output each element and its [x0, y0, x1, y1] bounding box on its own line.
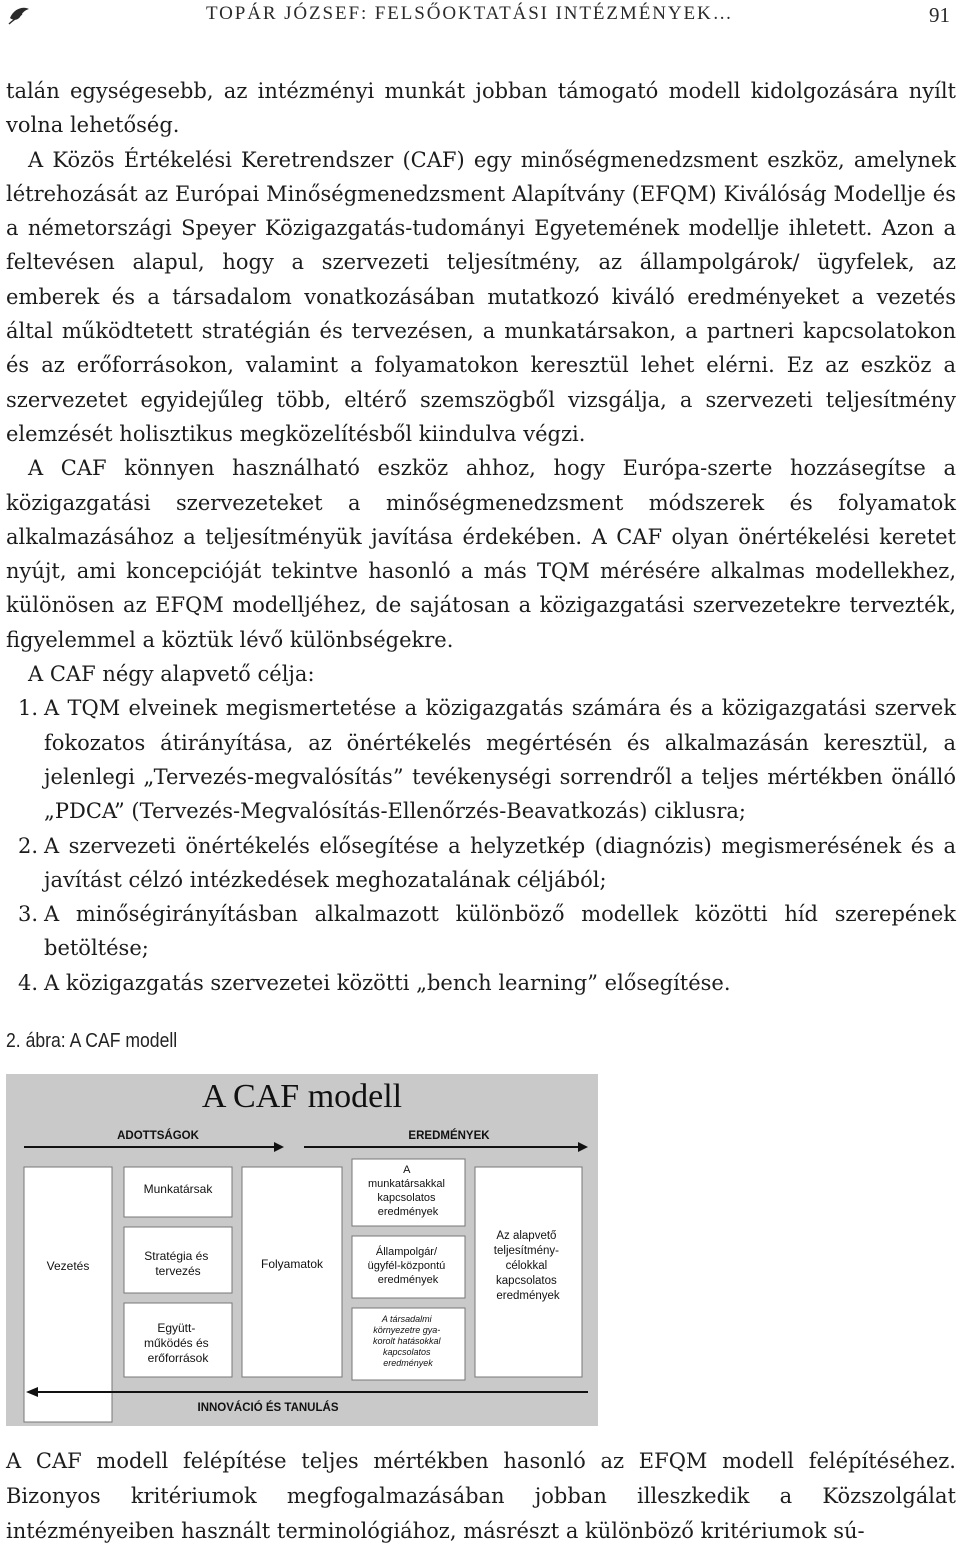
list-number: 1. [18, 696, 39, 721]
box-key-results-line: eredmények [496, 1290, 560, 1302]
box-partnerships-line: működés és [143, 1336, 209, 1350]
continuation-text [6, 1444, 956, 1549]
box-key-results-line: kapcsolatos [496, 1275, 557, 1287]
list-item [6, 691, 956, 828]
list-item [6, 897, 956, 966]
box-society-results-line: kapcsolatos [382, 1347, 431, 1357]
list-text: A TQM elveinek megismertetése a közigazgatás számára és a közigazgatási szervek fokozatos átirányítása, az önértékelés megértésén és alkalmazásán keresztül, a jelenlegi „Tervezés-megvalósítás” tevékenységi sorrendről a teljes mértékben önálló „PDCA” (Tervezés-Megvalósítás-Ellenőrzés-Beavatkozás) ciklusra; [44, 696, 956, 824]
figure-caption: 2. ábra: A CAF modell [6, 1030, 178, 1052]
paragraph: A CAF könnyen használható eszköz ahhoz, hogy Európa-szerte hozzásegítse a közigazgatási szervezeteket a minőségmenedzsment módszerek és folyamatok alkalmazásához a teljesítményük javítása érdekében. A CAF olyan önértékelési keretet nyújt, ami koncepcióját tekintve hasonló a más TQM mérésére alkalmas modellekhez, különösen az EFQM modelljéhez, de sajátosan a közigazgatási szervezetekre tervezték, figyelemmel a köztük lévő különbségekre. [6, 456, 956, 652]
running-title: TOPÁR JÓZSEF: FELSŐOKTATÁSI INTÉZMÉNYEK… [206, 3, 734, 24]
running-header [0, 0, 960, 34]
list-item [6, 966, 956, 1000]
svg-text:Állampolgár/ ügyfél-közp [368, 1245, 449, 1286]
list-number: 2. [18, 833, 39, 858]
list-number: 4. [18, 970, 39, 995]
box-people-results-line: munkatársakkal [367, 1178, 445, 1190]
list-text: A közigazgatás szervezetei közötti „bench learning” elősegítése. [44, 970, 731, 995]
diagram-title: A CAF modell [201, 1078, 403, 1115]
box-partnerships-line: erőforrások [147, 1351, 209, 1365]
leaf-ornament-icon [8, 4, 30, 26]
aims-list [6, 691, 956, 1000]
paragraph: talán egységesebb, az intézményi munkát jobban támogató modell kidolgozására nyílt volna lehetőség. [6, 79, 956, 138]
box-citizen-results-line: eredmények [377, 1274, 439, 1286]
innovation-label: INNOVÁCIÓ ÉS TANULÁS [197, 1402, 339, 1414]
results-label: EREDMÉNYEK [408, 1130, 490, 1142]
box-strategy-line: tervezés [155, 1264, 201, 1278]
box-people-results-line: A [403, 1164, 410, 1176]
box-key-results-line: célokkal [505, 1260, 548, 1272]
box-society-results-line: korolt hatásokkal [372, 1336, 441, 1346]
box-key-results-line: Az alapvető [496, 1230, 557, 1242]
box-citizen-results-line: Állampolgár/ [375, 1246, 438, 1258]
svg-text:A társadalmi környezetre [373, 1314, 443, 1368]
box-people-results-line: eredmények [377, 1206, 439, 1218]
list-text: A minőségirányításban alkalmazott különböző modellek közötti híd szerepének betöltése; [44, 902, 956, 961]
caf-model-diagram [6, 1074, 598, 1426]
box-strategy-line: Stratégia és [144, 1249, 209, 1263]
box-key-results-line: teljesítmény- [493, 1245, 559, 1257]
box-citizen-results-line: ügyfél-központú [367, 1260, 446, 1272]
enablers-label: ADOTTSÁGOK [117, 1130, 199, 1142]
paragraph: A CAF modell felépítése teljes mértékben hasonló az EFQM modell felépítéséhez. Bizonyos kritériumok megfogalmazásában jobban illeszkedik a Közszolgálat intézményeiben használt terminológiához, másrészt a különböző kritériumok sú- [6, 1449, 956, 1543]
box-processes: Folyamatok [260, 1257, 324, 1271]
box-society-results-line: eredmények [383, 1358, 433, 1368]
paragraph: A Közös Értékelési Keretrendszer (CAF) egy minőségmenedzsment eszköz, amelynek létrehozását az Európai Minőségmenedzsment Alapítvány (EFQM) Kiválóság Modellje és a németországi Speyer Közigazgatás-tudományi Egyetemének modellje ihletett. Azon a feltevésen alapul, hogy a szervezeti teljesítmény, az állampolgárok/ ügyfelek, az emberek és a társadalom vonatkozásában mutatkozó kiváló eredményeket a vezetés által működtetett stratégián és tervezésen, a munkatársakon, a partneri kapcsolatokon és az erőforrásokon, valamint a folyamatokon keresztül lehet elérni. Ez az eszköz a szervezetet egyidejűleg több, eltérő szemszögből vizsgálja, a szervezeti teljesítmény elemzését holisztikus megközelítésből kiindulva végzi. [6, 147, 956, 446]
list-number: 3. [18, 902, 39, 927]
box-people: Munkatársak [143, 1182, 213, 1196]
list-intro: A CAF négy alapvető célja: [28, 662, 315, 687]
box-people-results-line: kapcsolatos [377, 1192, 436, 1204]
box-society-results-line: környezetre gya- [373, 1325, 441, 1335]
list-item [6, 829, 956, 898]
box-leadership: Vezetés [46, 1259, 90, 1273]
page-number: 91 [929, 3, 950, 27]
box-society-results-line: A társadalmi [381, 1314, 432, 1324]
box-partnerships-line: Együtt- [157, 1321, 196, 1335]
list-text: A szervezeti önértékelés elősegítése a helyzetkép (diagnózis) megismerésének és a javítást célzó intézkedések meghozatalának céljából; [44, 833, 956, 892]
main-text [6, 74, 956, 1000]
